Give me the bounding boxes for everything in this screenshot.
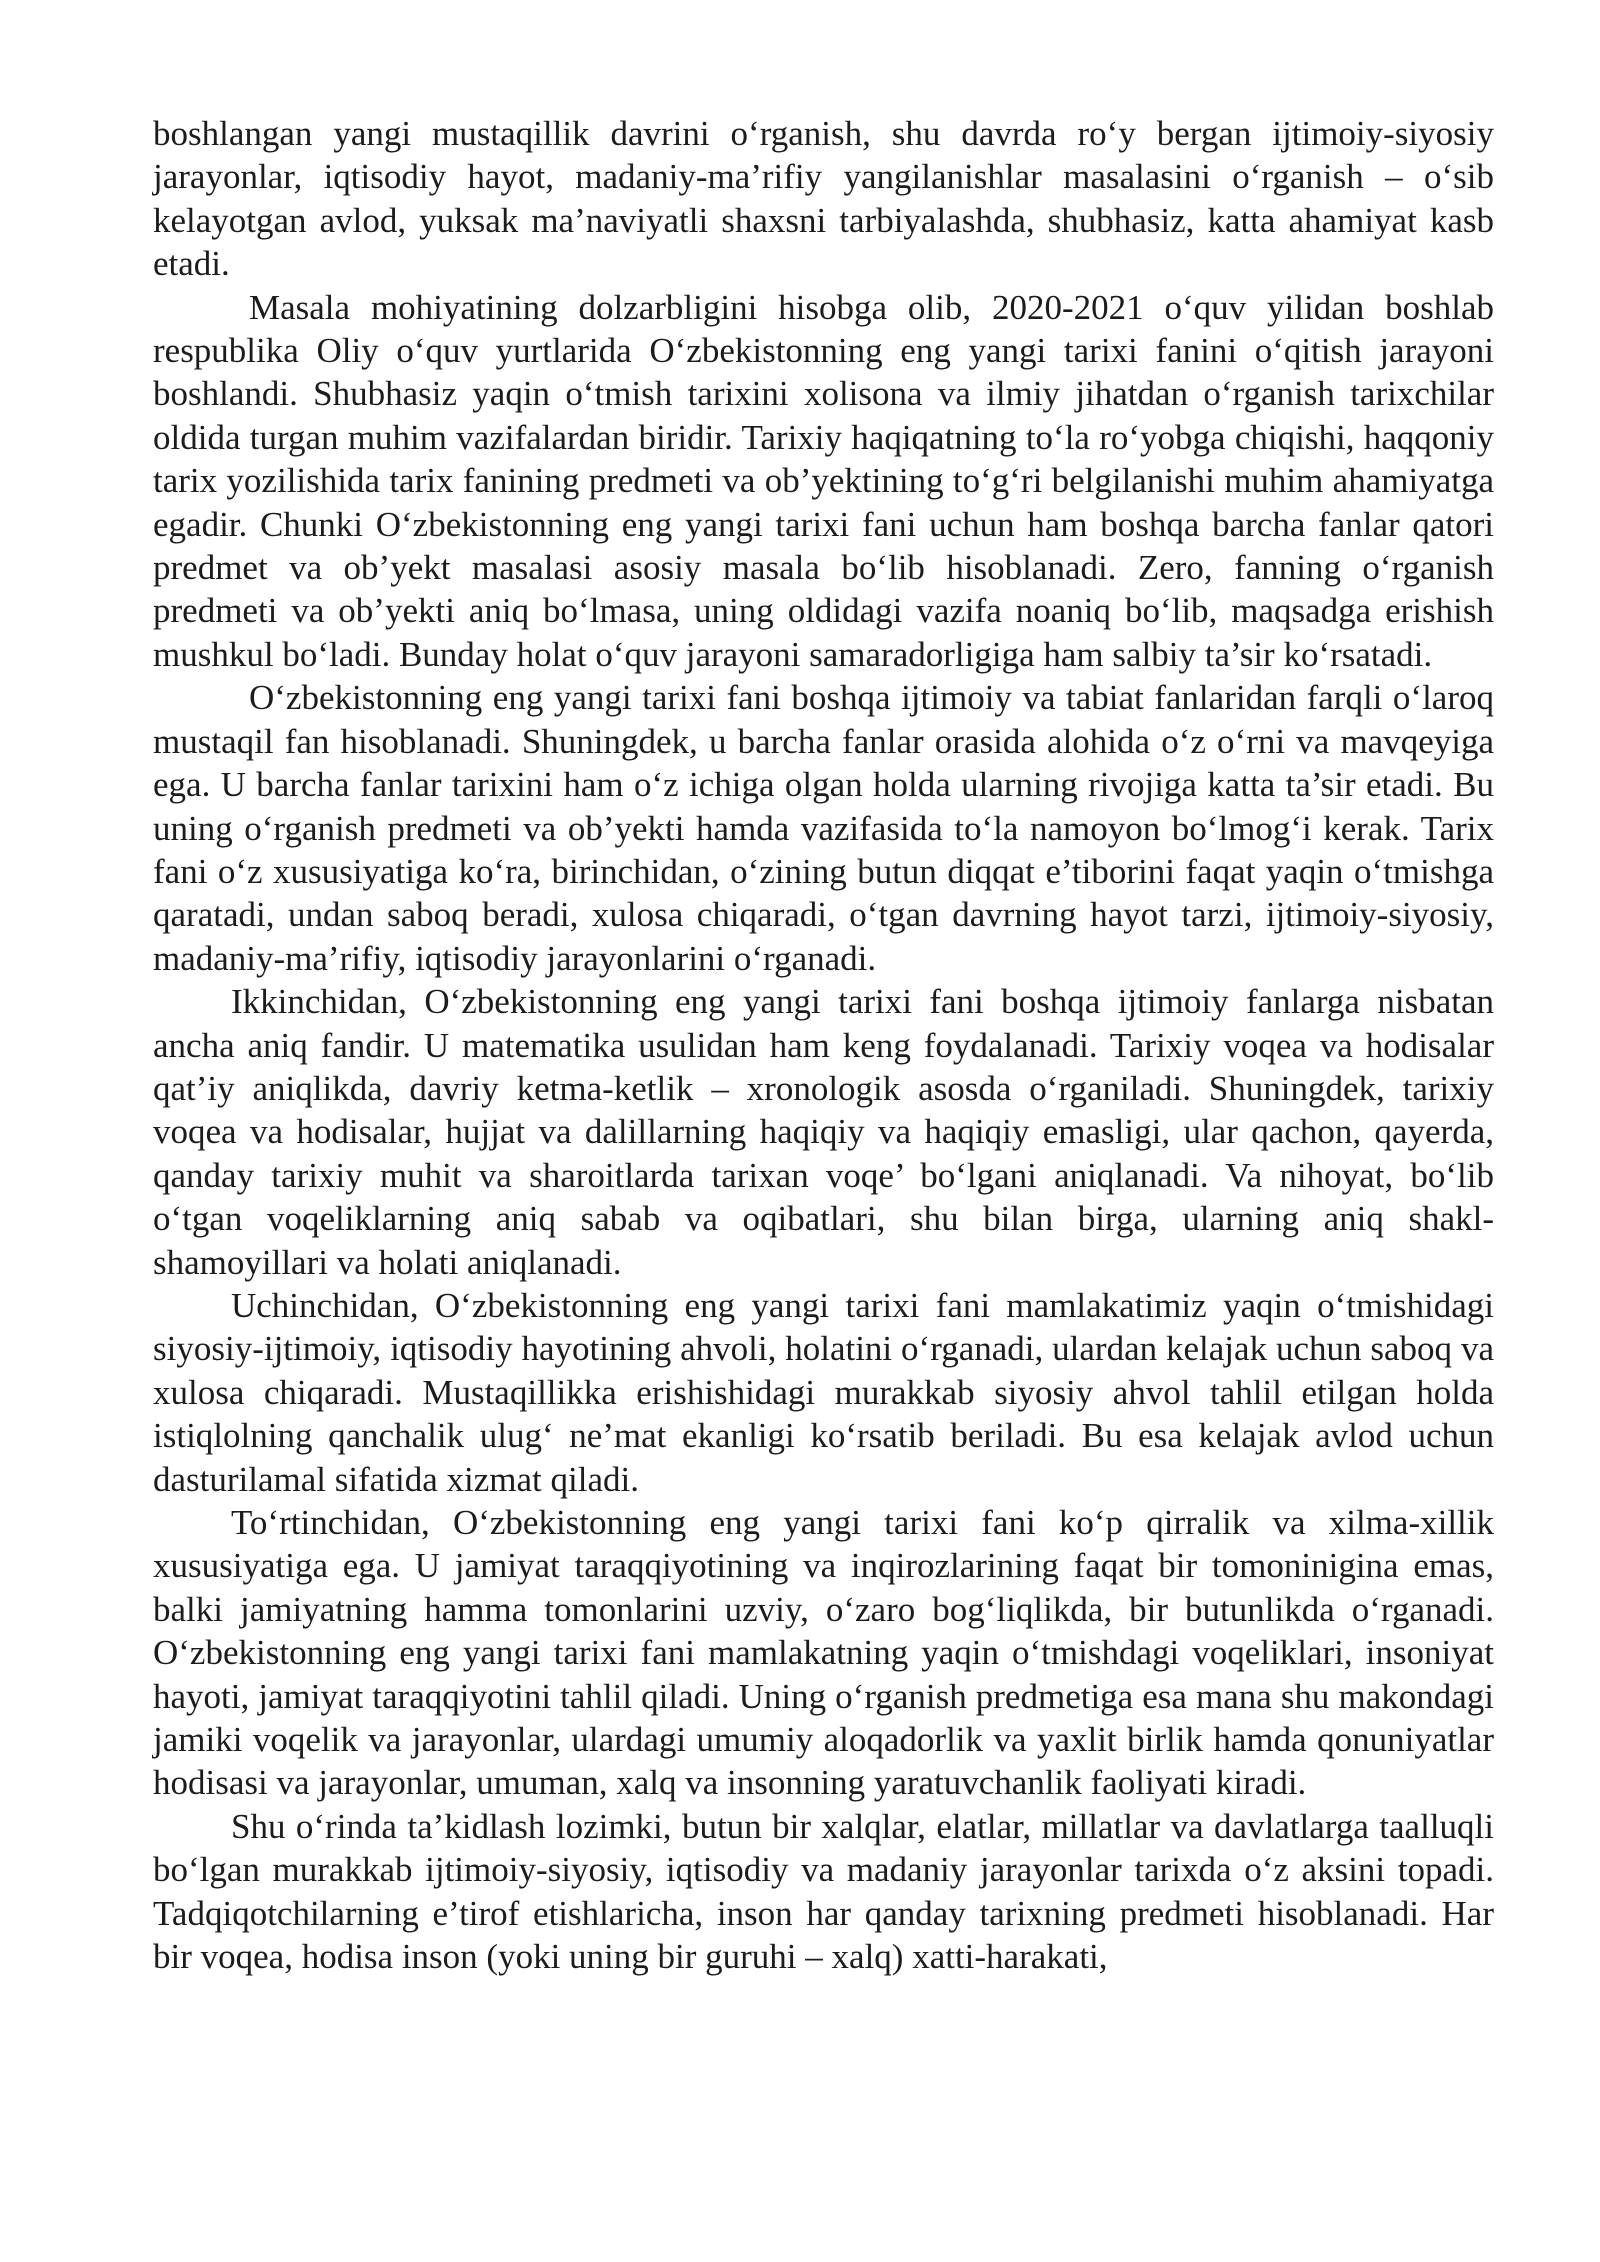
paragraph-6: To‘rtinchidan, O‘zbekistonning eng yangi tarixi fani ko‘p qirralik va xilma-xillik xususiyatiga ega. U jamiyat taraqqiyotining va inqirozlarining faqat bir tomoninigina emas, balki jamiyatning hamma tomonlarini uzviy, o‘zaro bog‘liqlikda, bir butunlikda o‘rganadi. O‘zbekistonning eng yangi tarixi fani mamlakatning yaqin o‘tmishdagi voqeliklari, insoniyat hayoti, jamiyat taraqqiyotini tahlil qiladi. Uning o‘rganish predmetiga esa mana shu makondagi jamiki voqelik va jarayonlar, ulardagi umumiy aloqadorlik va yaxlit birlik hamda qonuniyatlar hodisasi va jarayonlar, umuman, xalq va insonning yaratuvchanlik faoliyati kiradi. bbox=[153, 1503, 1494, 1803]
paragraph-4: Ikkinchidan, O‘zbekistonning eng yangi tarixi fani boshqa ijtimoiy fanlarga nisbatan ancha aniq fandir. U matematika usulidan ham keng foydalanadi. Tarixiy voqea va hodisalar qat’iy aniqlikda, davriy ketma-ketlik – xronologik asosda o‘rganiladi. Shuningdek, tarixiy voqea va hodisalar, hujjat va dalillarning haqiqiy va haqiqiy emasligi, ular qachon, qayerda, qanday tarixiy muhit va sharoitlarda tarixan voqe’ bo‘lgani aniqlanadi. Va nihoyat, bo‘lib o‘tgan voqeliklarning aniq sabab va oqibatlari, shu bilan birga, ularning aniq shakl-shamoyillari va holati aniqlanadi. bbox=[153, 982, 1494, 1282]
paragraph-1: boshlangan yangi mustaqillik davrini o‘rganish, shu davrda ro‘y bergan ijtimoiy-siyosiy jarayonlar, iqtisodiy hayot, madaniy-ma’rifiy yangilanishlar masalasini o‘rganish – o‘sib kelayotgan avlod, yuksak ma’naviyatli shaxsni tarbiyalashda, shubhasiz, katta ahamiyat kasb etadi. bbox=[153, 114, 1494, 284]
paragraph-7: Shu o‘rinda ta’kidlash lozimki, butun bir xalqlar, elatlar, millatlar va davlatlarga taalluqli bo‘lgan murakkab ijtimoiy-siyosiy, iqtisodiy va madaniy jarayonlar tarixda o‘z aksini topadi. Tadqiqotchilarning e’tirof etishlaricha, inson har qanday tarixning predmeti hisoblanadi. Har bir voqea, hodisa inson (yoki uning bir guruhi – xalq) xatti-harakati, bbox=[153, 1806, 1494, 1977]
paragraph-3: O‘zbekistonning eng yangi tarixi fani boshqa ijtimoiy va tabiat fanlaridan farqli o‘laroq mustaqil fan hisoblanadi. Shuningdek, u barcha fanlar orasida alohida o‘z o‘rni va mavqeyiga ega. U barcha fanlar tarixini ham o‘z ichiga olgan holda ularning rivojiga katta ta’sir etadi. Bu uning o‘rganish predmeti va ob’yekti hamda vazifasida to‘la namoyon bo‘lmog‘i kerak. Tarix fani o‘z xususiyatiga ko‘ra, birinchidan, o‘zining butun diqqat e’tiborini faqat yaqin o‘tmishga qaratadi, undan saboq beradi, xulosa chiqaradi, o‘tgan davrning hayot tarzi, ijtimoiy-siyosiy, madaniy-ma’rifiy, iqtisodiy jarayonlarini o‘rganadi. bbox=[153, 678, 1494, 978]
paragraph-5: Uchinchidan, O‘zbekistonning eng yangi tarixi fani mamlakatimiz yaqin o‘tmishidagi siyosiy-ijtimoiy, iqtisodiy hayotining ahvoli, holatini o‘rganadi, ulardan kelajak uchun saboq va xulosa chiqaradi. Mustaqillikka erishishidagi murakkab siyosiy ahvol tahlil etilgan holda istiqlolning qanchalik ulug‘ ne’mat ekanligi ko‘rsatib beriladi. Bu esa kelajak avlod uchun dasturilamal sifatida xizmat qiladi. bbox=[153, 1285, 1494, 1499]
document-page bbox=[153, 112, 1494, 1978]
paragraph-2: Masala mohiyatining dolzarbligini hisobga olib, 2020-2021 o‘quv yilidan boshlab respublika Oliy o‘quv yurtlarida O‘zbekistonning eng yangi tarixi fanini o‘qitish jarayoni boshlandi. Shubhasiz yaqin o‘tmish tarixini xolisona va ilmiy jihatdan o‘rganish tarixchilar oldida turgan muhim vazifalardan biridir. Tarixiy haqiqatning to‘la ro‘yobga chiqishi, haqqoniy tarix yozilishida tarix fanining predmeti va ob’yektining to‘g‘ri belgilanishi muhim ahamiyatga egadir. Chunki O‘zbekistonning eng yangi tarixi fani uchun ham boshqa barcha fanlar qatori predmet va ob’yekt masalasi asosiy masala bo‘lib hisoblanadi. Zero, fanning o‘rganish predmeti va ob’yekti aniq bo‘lmasa, uning oldidagi vazifa noaniq bo‘lib, maqsadga erishish mushkul bo‘ladi. Bunday holat o‘quv jarayoni samaradorligiga ham salbiy ta’sir ko‘rsatadi. bbox=[153, 287, 1494, 674]
